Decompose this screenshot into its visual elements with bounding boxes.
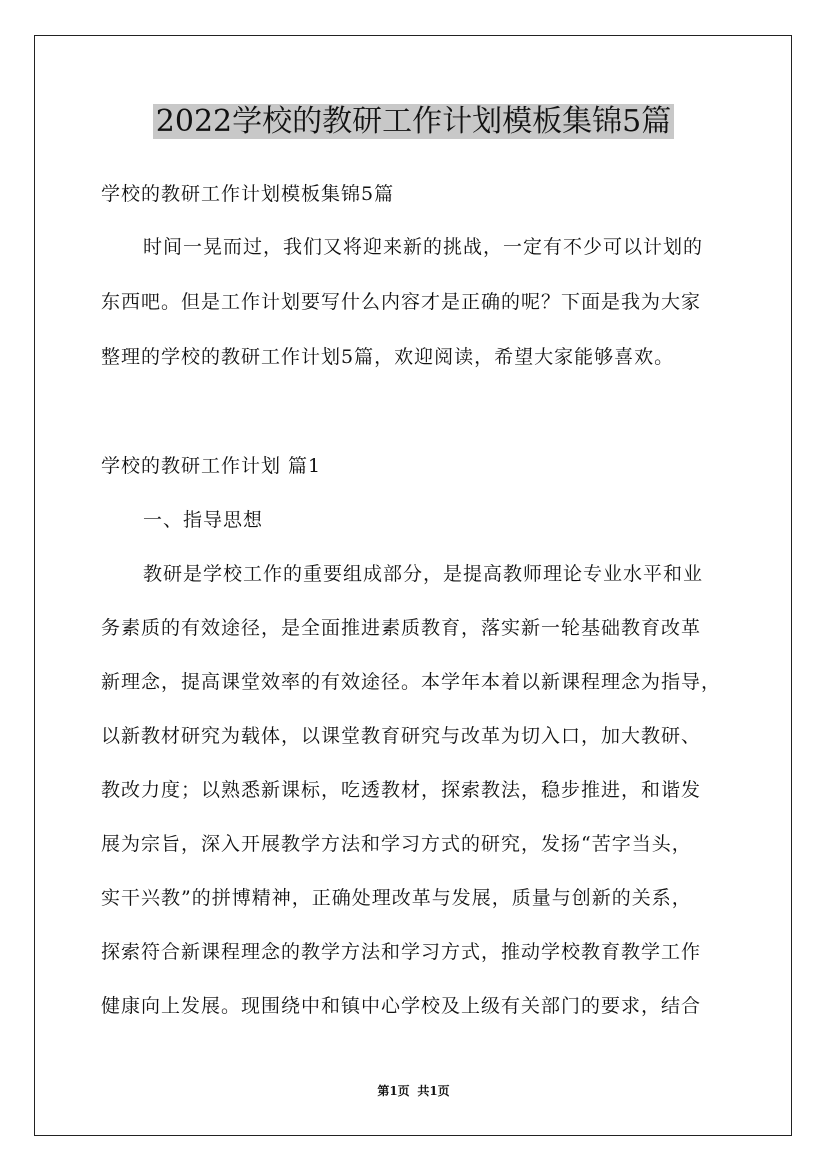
sub-heading: 一、指导思想 bbox=[143, 509, 264, 531]
body-line-9: 健康向上发展。现围绕中和镇中心学校及上级有关部门的要求，结合 bbox=[101, 995, 702, 1017]
intro-line-3: 整理的学校的教研工作计划5篇，欢迎阅读，希望大家能够喜欢。 bbox=[101, 346, 675, 368]
body-line-1: 教研是学校工作的重要组成部分，是提高教师理论专业水平和业 bbox=[143, 563, 704, 585]
total-pages: 共1页 bbox=[417, 1084, 450, 1098]
document-subtitle: 学校的教研工作计划模板集锦5篇 bbox=[101, 183, 395, 205]
body-line-4: 以新教材研究为载体，以课堂教育研究与改革为切入口，加大教研、 bbox=[101, 725, 702, 747]
section-heading: 学校的教研工作计划 篇1 bbox=[101, 455, 322, 477]
body-line-6: 展为宗旨，深入开展教学方法和学习方式的研究，发扬“苦字当头， bbox=[101, 833, 692, 855]
document-title-text: 2022学校的教研工作计划模板集锦5篇 bbox=[153, 104, 674, 139]
body-line-7: 实干兴教”的拼博精神，正确处理改革与发展，质量与创新的关系， bbox=[101, 887, 692, 909]
page-number: 第1页 bbox=[377, 1084, 410, 1098]
intro-line-1: 时间一晃而过，我们又将迎来新的挑战，一定有不少可以计划的 bbox=[143, 236, 704, 258]
body-line-5: 教改力度；以熟悉新课标，吃透教材，探索教法，稳步推进，和谐发 bbox=[101, 779, 702, 801]
body-line-2: 务素质的有效途径，是全面推进素质教育，落实新一轮基础教育改革 bbox=[101, 617, 702, 639]
body-line-8: 探索符合新课程理念的教学方法和学习方式，推动学校教育教学工作 bbox=[101, 941, 702, 963]
body-line-3: 新理念，提高课堂效率的有效途径。本学年本着以新课程理念为指导， bbox=[101, 671, 722, 693]
page-footer bbox=[0, 1083, 827, 1099]
intro-line-2: 东西吧。但是工作计划要写什么内容才是正确的呢？下面是我为大家 bbox=[101, 291, 702, 313]
document-title bbox=[0, 101, 827, 143]
